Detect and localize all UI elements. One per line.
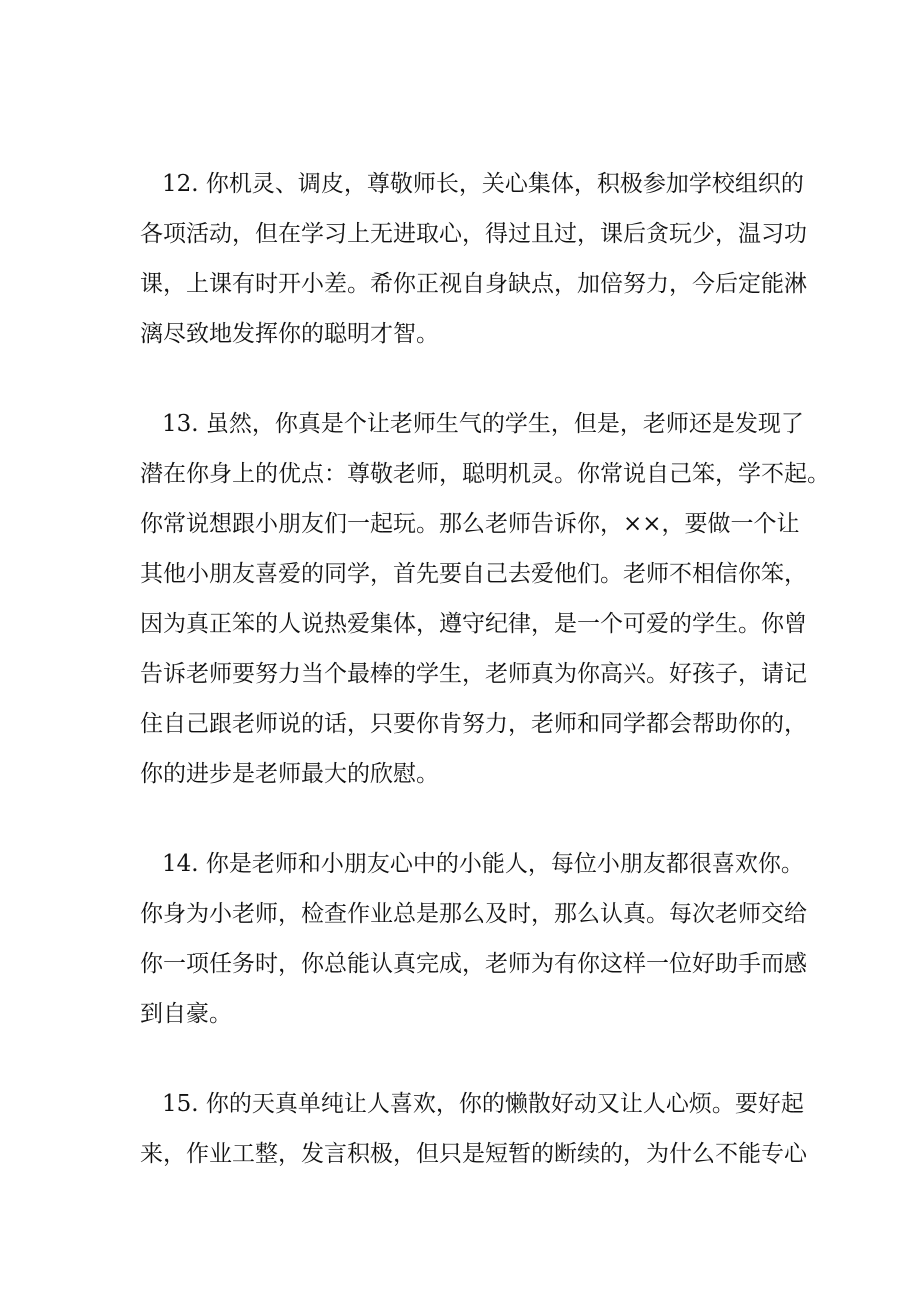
paragraph-13-line-1: 13. 虽然，你真是个让老师生气的学生，但是，老师还是发现了 <box>162 411 804 437</box>
paragraph-15-line-1: 15. 你的天真单纯让人喜欢，你的懒散好动又让人心烦。要好起 <box>162 1091 804 1117</box>
paragraph-13-line-3: 你常说想跟小朋友们一起玩。那么老师告诉你，××，要做一个让 <box>140 511 800 537</box>
paragraph-12-line-3: 课，上课有时开小差。希你正视自身缺点，加倍努力，今后定能淋 <box>140 271 807 297</box>
paragraph-13-line-7: 住自己跟老师说的话，只要你肯努力，老师和同学都会帮助你的， <box>140 711 807 737</box>
paragraph-14-line-1: 14. 你是老师和小朋友心中的小能人，每位小朋友都很喜欢你。 <box>162 851 804 877</box>
paragraph-13-line-4: 其他小朋友喜爱的同学，首先要自己去爱他们。老师不相信你笨， <box>140 561 807 587</box>
paragraph-13-line-2: 潜在你身上的优点：尊敬老师，聪明机灵。你常说自己笨，学不起。 <box>140 461 830 487</box>
paragraph-15-line-2: 来，作业工整，发言积极，但只是短暂的断续的，为什么不能专心 <box>140 1141 807 1167</box>
paragraph-14-line-4: 到自豪。 <box>140 1001 232 1027</box>
paragraph-13-line-6: 告诉老师要努力当个最棒的学生，老师真为你高兴。好孩子，请记 <box>140 661 807 687</box>
paragraph-13-line-8: 你的进步是老师最大的欣慰。 <box>140 761 439 787</box>
paragraph-12-line-4: 漓尽致地发挥你的聪明才智。 <box>140 321 439 347</box>
paragraph-12-line-2: 各项活动，但在学习上无进取心，得过且过，课后贪玩少，温习功 <box>140 221 807 247</box>
paragraph-14-line-2: 你身为小老师，检查作业总是那么及时，那么认真。每次老师交给 <box>140 901 807 927</box>
paragraph-14-line-3: 你一项任务时，你总能认真完成，老师为有你这样一位好助手而感 <box>140 951 807 977</box>
paragraph-13-line-5: 因为真正笨的人说热爱集体，遵守纪律，是一个可爱的学生。你曾 <box>140 611 807 637</box>
paragraph-12-line-1: 12. 你机灵、调皮，尊敬师长，关心集体，积极参加学校组织的 <box>162 171 804 197</box>
